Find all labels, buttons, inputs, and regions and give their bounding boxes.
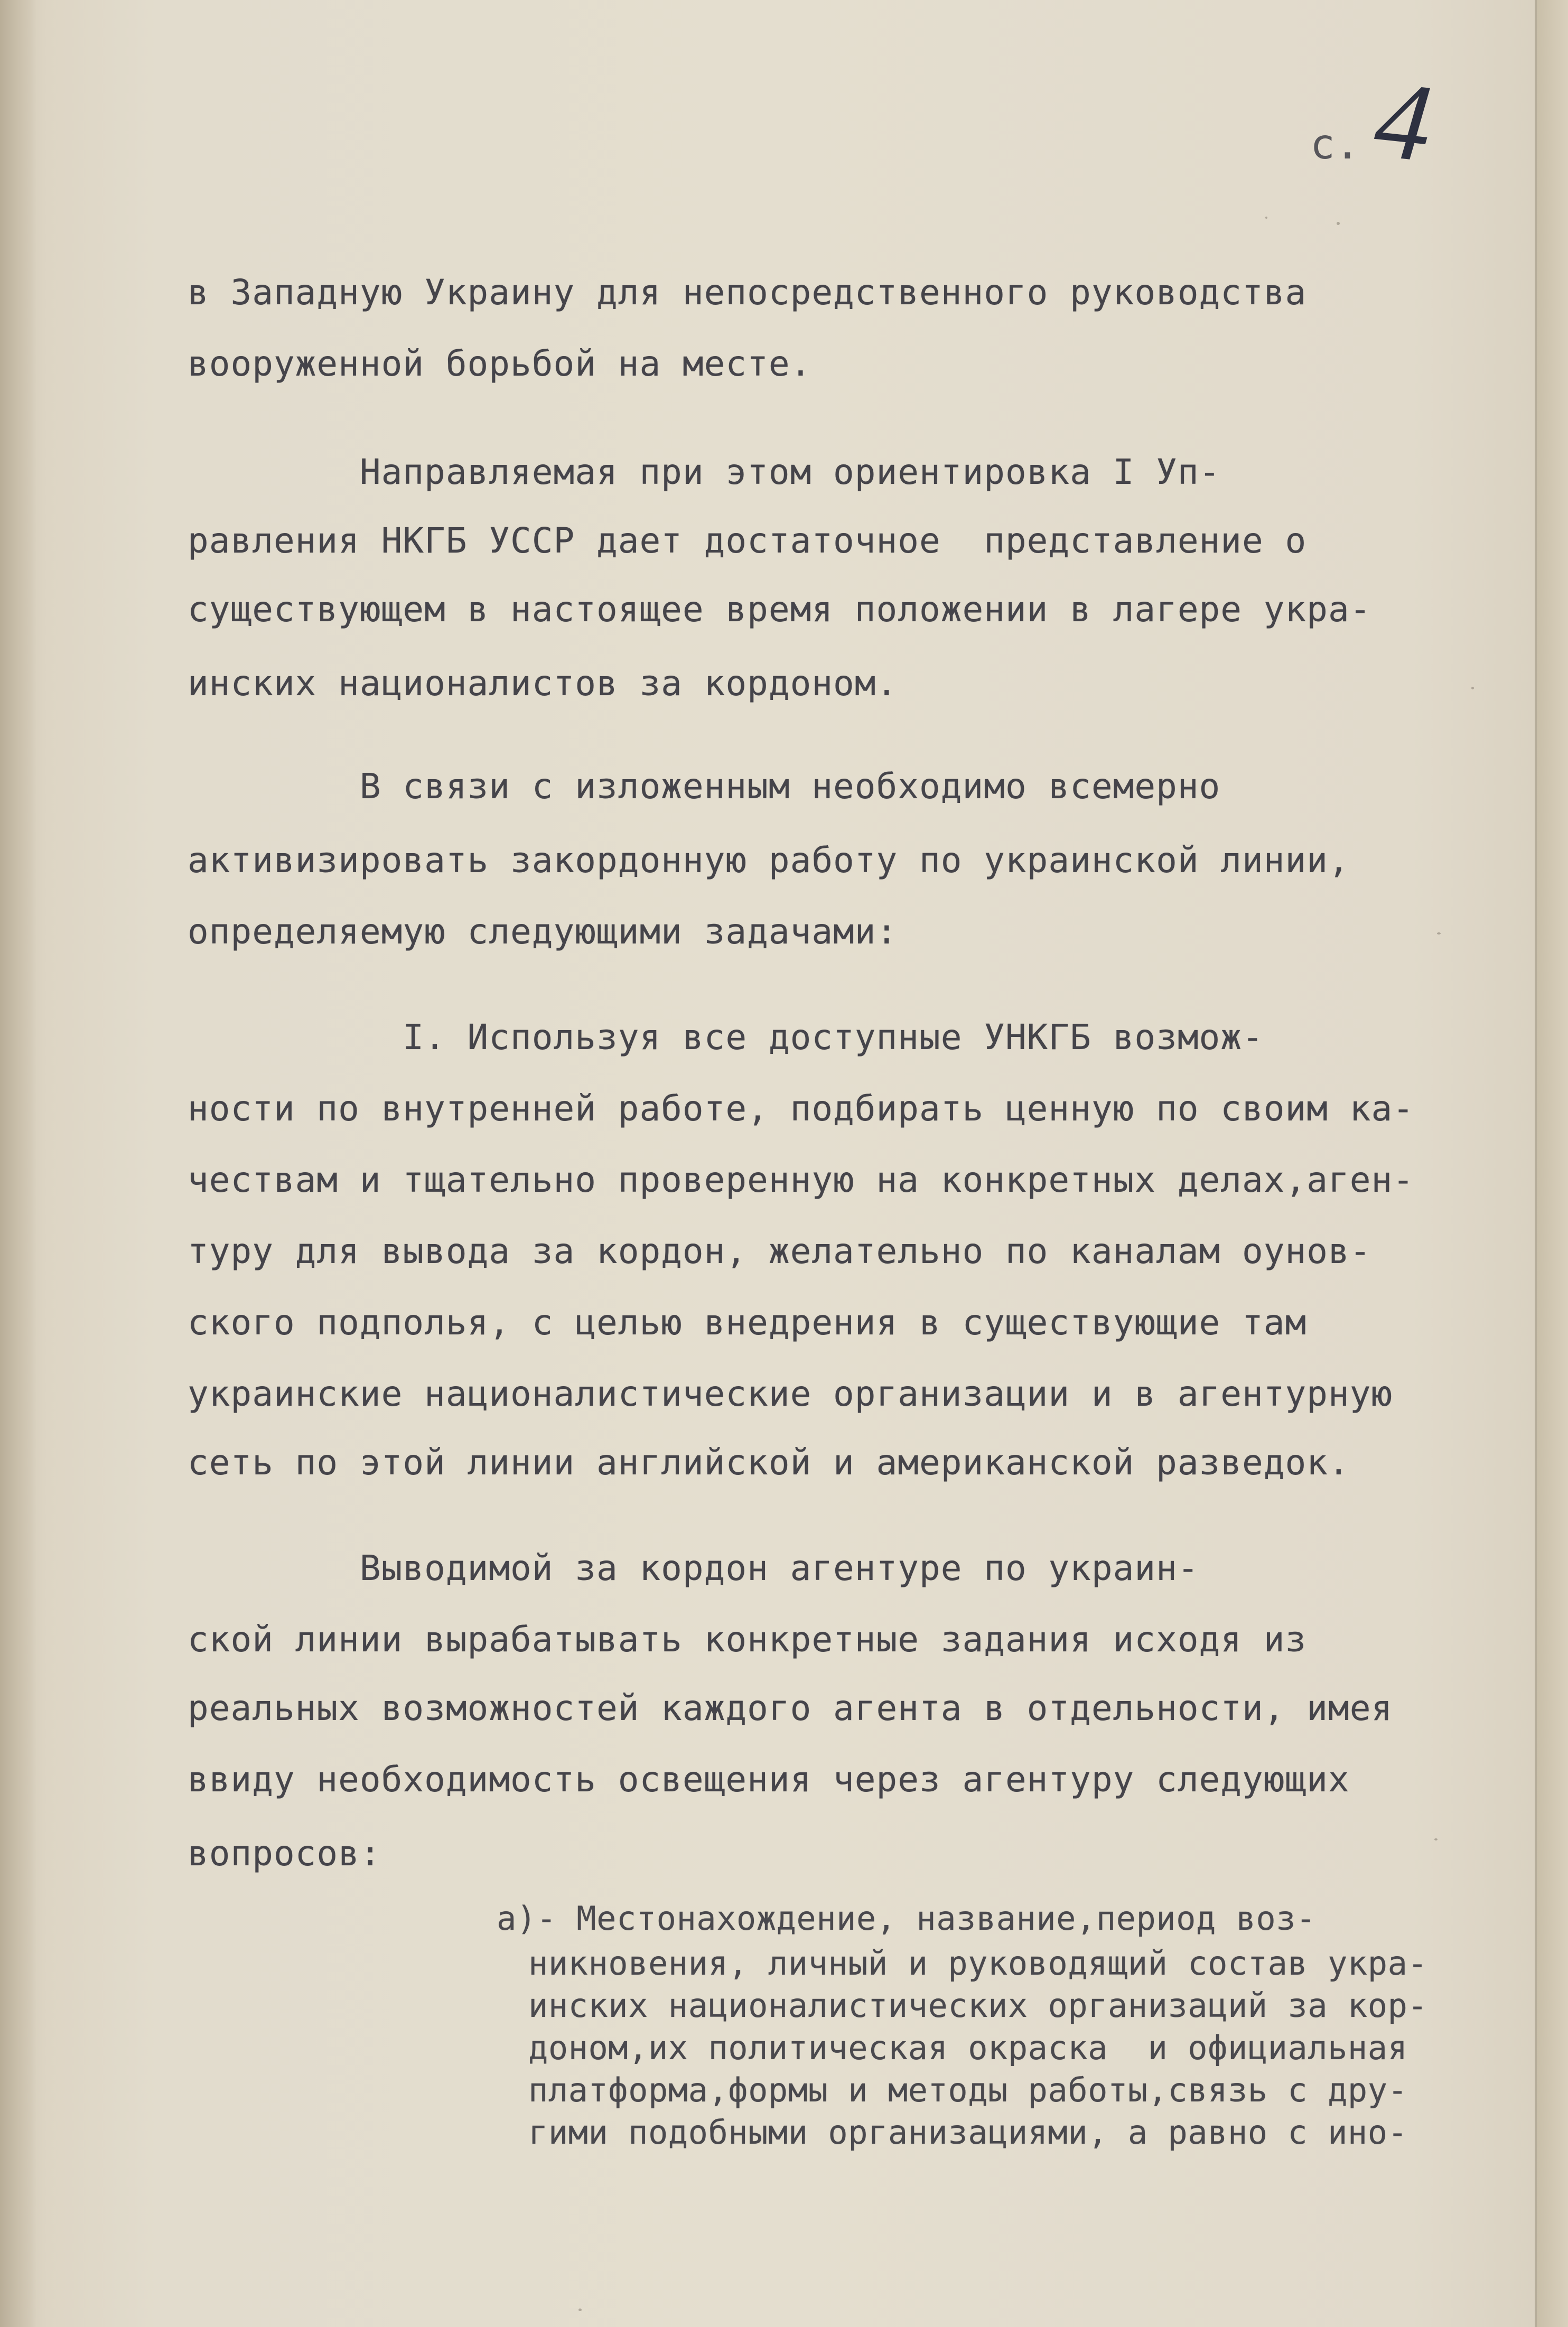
text-line: инских националистов за кордоном. <box>188 663 898 704</box>
paper-speck <box>1434 1838 1438 1840</box>
text-line: чествам и тщательно проверенную на конкретных делах,аген- <box>188 1160 1414 1200</box>
text-line: ской линии вырабатывать конкретные задания исходя из <box>188 1619 1307 1660</box>
paper-speck <box>1471 687 1474 689</box>
text-line: Выводимой за кордон агентуре по украин- <box>188 1548 1199 1588</box>
text-line: украинские националистические организации и в агентурную <box>188 1373 1393 1414</box>
sub-text-line: никновения, личный и руководящий состав укра- <box>528 1944 1428 1983</box>
text-line: реальных возможностей каждого агента в отдельности, имея <box>188 1688 1393 1728</box>
paper-speck <box>1265 217 1267 219</box>
text-line: существующем в настоящее время положении в лагере укра- <box>188 589 1371 630</box>
folio-number: 4 <box>1369 58 1438 185</box>
text-line: активизировать закордонную работу по украинской линии, <box>188 840 1350 881</box>
page-right-edge <box>1537 0 1568 2327</box>
text-line: в Западную Украину для непосредственного руководства <box>188 272 1307 313</box>
text-line: определяемую следующими задачами: <box>188 911 898 952</box>
text-line: I. Используя все доступные УНКГБ возмож- <box>188 1017 1264 1058</box>
folio-label: с. <box>1310 121 1360 169</box>
text-line: туру для вывода за кордон, желательно по каналам оунов- <box>188 1231 1371 1272</box>
paper-speck <box>1437 932 1441 934</box>
paper-speck <box>578 2309 582 2311</box>
paper-speck <box>1337 222 1340 225</box>
binding-shadow <box>0 0 37 2327</box>
sub-text-line: гими подобными организациями, а равно с ино- <box>528 2113 1408 2152</box>
sub-text-line: доном,их политическая окраска и официальная <box>528 2029 1408 2067</box>
text-line: вопросов: <box>188 1833 381 1874</box>
text-line: ского подполья, с целью внедрения в существующие там <box>188 1302 1307 1343</box>
sub-text-line: платформа,формы и методы работы,связь с дру- <box>528 2071 1408 2109</box>
text-line: сеть по этой линии английской и американской разведок. <box>188 1442 1350 1483</box>
sub-text-line: а)- Местонахождение, название,период воз- <box>497 1899 1316 1938</box>
text-line: Направляемая при этом ориентировка I Уп- <box>188 452 1221 492</box>
sub-text-line: инских националистических организаций за кор- <box>528 1986 1428 2025</box>
text-line: равления НКГБ УССР дает достаточное представление о <box>188 520 1307 561</box>
text-line: ввиду необходимость освещения через агентуру следующих <box>188 1759 1350 1800</box>
text-line: ности по внутренней работе, подбирать ценную по своим ка- <box>188 1088 1414 1129</box>
text-line: вооруженной борьбой на месте. <box>188 343 812 384</box>
text-line: В связи с изложенным необходимо всемерно <box>188 766 1221 807</box>
